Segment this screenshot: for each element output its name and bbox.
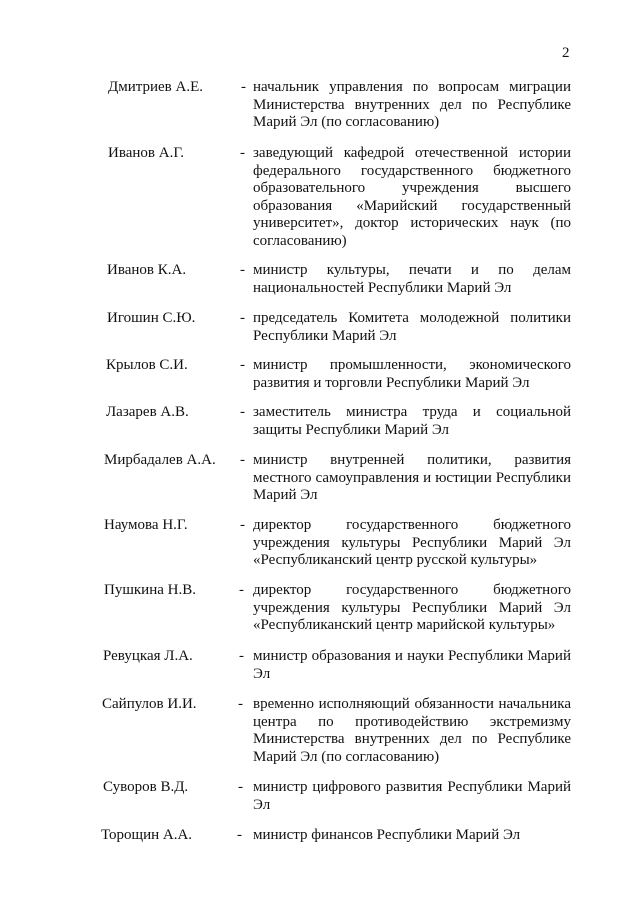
member-name: Торощин А.А. <box>101 827 193 843</box>
member-position: министр образования и науки Республики Марий Эл <box>253 648 571 682</box>
dash-separator: - <box>238 696 243 712</box>
dash-separator: - <box>239 582 244 598</box>
member-name: Дмитриев А.Е. <box>108 79 204 95</box>
member-position: директор государственного бюджетного учреждения культуры Республики Марий Эл «Республиканский центр марийской культуры» <box>253 582 571 633</box>
member-name: Суворов В.Д. <box>103 779 189 795</box>
dash-separator: - <box>241 79 246 95</box>
member-position: министр культуры, печати и по делам национальностей Республики Марий Эл <box>253 262 571 296</box>
dash-separator: - <box>240 310 245 326</box>
member-name: Иванов А.Г. <box>108 145 185 161</box>
member-position: министр промышленности, экономического развития и торговли Республики Марий Эл <box>253 357 571 391</box>
member-position: временно исполняющий обязанности начальника центра по противодействию экстремизму Министерства внутренних дел по Республике Марий Эл (по согласованию) <box>253 696 571 765</box>
member-name: Мирбадалев А.А. <box>104 452 216 468</box>
member-name: Наумова Н.Г. <box>104 517 188 533</box>
dash-separator: - <box>240 262 245 278</box>
member-name: Ревуцкая Л.А. <box>103 648 193 664</box>
member-position: директор государственного бюджетного учреждения культуры Республики Марий Эл «Республиканский центр русской культуры» <box>253 517 571 568</box>
dash-separator: - <box>240 357 245 373</box>
page-number: 2 <box>562 45 570 61</box>
dash-separator: - <box>237 827 242 843</box>
member-position: заместитель министра труда и социальной защиты Республики Марий Эл <box>253 404 571 438</box>
member-name: Лазарев А.В. <box>106 404 189 420</box>
member-name: Игошин С.Ю. <box>107 310 196 326</box>
dash-separator: - <box>240 452 245 468</box>
dash-separator: - <box>240 145 245 161</box>
dash-separator: - <box>239 648 244 664</box>
member-name: Сайпулов И.И. <box>102 696 197 712</box>
member-name: Иванов К.А. <box>107 262 187 278</box>
member-position: председатель Комитета молодежной политики Республики Марий Эл <box>253 310 571 344</box>
member-position: министр финансов Республики Марий Эл <box>253 827 521 843</box>
member-name: Пушкина Н.В. <box>104 582 196 598</box>
member-position: министр цифрового развития Республики Марий Эл <box>253 779 571 813</box>
dash-separator: - <box>238 779 243 795</box>
member-name: Крылов С.И. <box>106 357 188 373</box>
member-position: заведующий кафедрой отечественной истории федерального государственного бюджетного образовательного учреждения высшего образования «Марийский государственный университет», доктор исторических наук (по согласованию) <box>253 145 571 249</box>
dash-separator: - <box>240 517 245 533</box>
dash-separator: - <box>240 404 245 420</box>
member-position: министр внутренней политики, развития местного самоуправления и юстиции Республики Марий Эл <box>253 452 571 503</box>
member-position: начальник управления по вопросам миграции Министерства внутренних дел по Республике Марий Эл (по согласованию) <box>253 79 571 130</box>
